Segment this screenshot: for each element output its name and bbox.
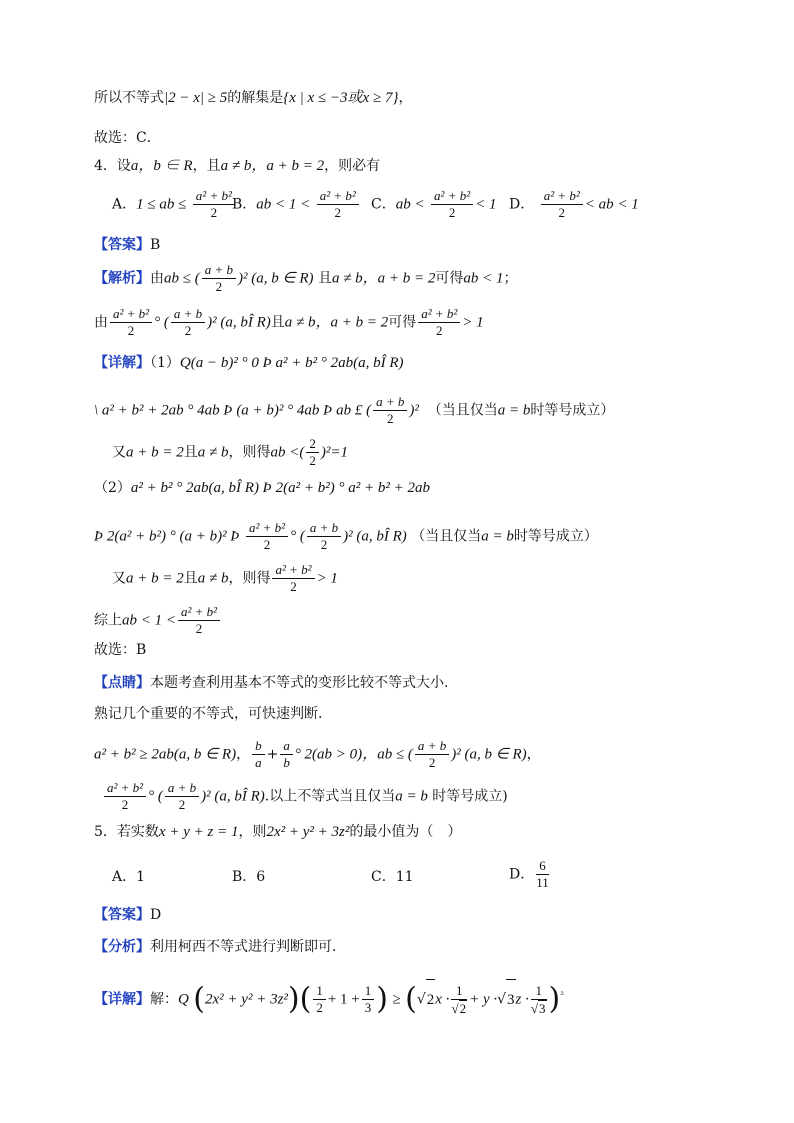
fraction: $\frac{\text{a² + b²}}{2}$ <box>317 188 359 221</box>
text: （1） <box>150 355 180 371</box>
q4-detail-4 <box>94 478 430 498</box>
q5-option-b <box>232 866 265 886</box>
math: Q <box>178 991 189 1008</box>
math: a ≠ b <box>197 570 229 587</box>
q4-answer <box>94 234 160 255</box>
label: B． <box>232 196 257 213</box>
fraction: $\frac{a}{b}$ <box>280 738 293 771</box>
text: 且 <box>183 570 198 587</box>
fraction: $\frac{a + b}{2}$ <box>165 780 199 813</box>
text: 的解集是 <box>227 90 284 106</box>
q4-detail-6 <box>112 562 338 595</box>
math: )² (a, b ∈ R) <box>238 270 314 287</box>
text: 由 <box>150 270 164 287</box>
fraction: $\frac{1}{2}$ <box>313 983 326 1016</box>
q4-option-d <box>509 188 639 221</box>
fraction: $\frac{\text{a² + b²}}{2}$ <box>272 562 314 595</box>
math: a，b ∈ R <box>130 158 193 174</box>
math: ° ( <box>148 788 163 805</box>
q4-analysis-1 <box>94 262 518 295</box>
math: |2 − x| ≥ 5 <box>164 90 228 106</box>
q5-option-c <box>371 866 414 886</box>
text: ； <box>503 270 518 287</box>
text: 的最小值为（ ） <box>349 824 462 840</box>
answer-tag: 【答案】 <box>94 236 150 252</box>
q4-detail-2 <box>94 394 614 427</box>
q5-option-d <box>509 858 551 891</box>
math: + y · <box>469 991 498 1008</box>
math: Þ 2(a² + b²) ° (a + b)² Þ <box>94 528 240 545</box>
answer-tag: 【答案】 <box>94 906 150 922</box>
fraction: $\frac{1}{√2}$ <box>451 982 467 1016</box>
math: 1 ≤ ab ≤ <box>136 196 187 213</box>
math: < ab < 1 <box>584 196 639 213</box>
math: > 1 <box>316 570 338 587</box>
math: a ≠ b，a + b = 2 <box>220 158 325 174</box>
text: 所以不等式 <box>94 90 164 106</box>
q4-detail-8 <box>94 640 146 660</box>
line-choose-c <box>94 128 161 148</box>
paren-open: ( <box>405 981 417 1017</box>
label: D． <box>509 866 535 883</box>
math: ab < 1 < <box>256 196 311 213</box>
exponent: ² <box>560 991 564 1001</box>
paren-close: ) <box>376 981 388 1017</box>
text: ，则必有 <box>324 158 381 174</box>
math: )² (a, bÎ R) <box>201 788 265 805</box>
fraction: $\frac{6}{11}$ <box>536 858 549 890</box>
q5-option-a <box>112 866 145 886</box>
text: （当且仅当 <box>411 528 482 545</box>
q4-option-c <box>371 188 497 221</box>
text: 可得 <box>388 314 417 331</box>
text: 时等号成立） <box>530 402 615 419</box>
math: ° ( <box>290 528 305 545</box>
math: )² (a, bÎ R) <box>343 528 407 545</box>
math: x + y + z = 1 <box>158 824 239 840</box>
detail-tag: 【详解】 <box>94 990 150 1007</box>
text: ， <box>398 90 413 106</box>
text: （2） <box>94 480 131 496</box>
math: a ≠ b，a + b = 2 <box>284 314 389 331</box>
text: 时等号成立） <box>513 528 598 545</box>
paren-open: ( <box>193 981 206 1017</box>
q5-detail: 【详解】解：Q (2x² + y² + 3z²)( $\frac{1}{2}$ + 1 + $\frac{1}{3}$ ) ≥ (√2x · $\frac{1}{√2}$ + y ·√3z · $\frac{1}{√3}$ )$^{^2}$ <box>94 976 564 1020</box>
analysis-tag: 【解析】 <box>94 269 150 286</box>
fraction: $\frac{\text{a² + b²}}{2}$ <box>178 604 220 637</box>
math: + 1 + <box>327 991 360 1008</box>
math: 2x² + y² + 3z² <box>205 991 288 1008</box>
math: Q(a − b)² ° 0 Þ a² + b² ° 2ab(a, bÎ R) <box>179 355 404 371</box>
q4-detail-1 <box>94 352 404 373</box>
q4-comment-3: a² + b² ≥ 2ab(a, b ∈ R)， $\frac{b}{a}$ + $\frac{a}{b}$ ° 2(ab > 0)，ab ≤ ( $\frac{a + b}{2}$ )² (a, b ∈ R)， <box>94 738 541 770</box>
answer-value: D <box>150 907 162 923</box>
text: 5．若实数 <box>94 824 159 840</box>
label: D． <box>509 196 535 213</box>
text: 利用柯西不等式进行判断即可． <box>150 939 346 955</box>
q4-option-a <box>112 188 237 221</box>
fraction: $\frac{\text{a² + b²}}{2}$ <box>104 780 146 813</box>
text: 本题考查利用基本不等式的变形比较不等式大小. <box>150 675 449 691</box>
q4-detail-3 <box>112 436 348 469</box>
text: C．11 <box>371 869 414 885</box>
math: ≥ <box>392 991 401 1008</box>
fraction: $\frac{2}{2}$ <box>306 436 319 469</box>
math: a ≠ b <box>197 444 229 461</box>
text: 4．设 <box>94 158 131 174</box>
text: ，则 <box>238 824 267 840</box>
label: A． <box>112 196 137 213</box>
text: 且 <box>183 444 198 461</box>
fraction: $\frac{\text{a² + b²}}{2}$ <box>541 188 583 221</box>
math: )²=1 <box>320 444 348 461</box>
math: )² <box>409 402 419 419</box>
text: ， <box>236 746 251 763</box>
fraction: $\frac{1}{√3}$ <box>530 982 546 1016</box>
math: ab ≤ ( <box>164 270 200 287</box>
math: a = b <box>481 528 514 545</box>
math: ab < 1 <box>463 270 504 287</box>
fraction: $\frac{1}{3}$ <box>362 983 375 1016</box>
q5-analysis <box>94 936 346 957</box>
text: 时等号成立) <box>432 788 508 805</box>
sqrt: 2 <box>426 979 436 1020</box>
sqrt: 3 <box>506 979 516 1020</box>
math: > 1 <box>462 314 484 331</box>
analysis-tag: 【分析】 <box>94 938 150 954</box>
text: B．6 <box>232 869 266 885</box>
fraction: $\frac{\text{a² + b²}}{2}$ <box>193 188 235 221</box>
answer-value: B <box>150 237 161 253</box>
text: ，则得 <box>228 444 271 461</box>
fraction: $\frac{a + b}{2}$ <box>171 306 205 339</box>
math: {x | x ≤ −3或x ≥ 7} <box>283 90 399 106</box>
math: ，ab ≤ ( <box>362 746 413 763</box>
math: a² + b² ≥ 2ab(a, b ∈ R) <box>94 746 237 763</box>
math: \ a² + b² + 2ab ° 4ab Þ (a + b)² ° 4ab Þ ab £ ( <box>94 402 372 419</box>
text: ，且 <box>192 158 221 174</box>
q4-detail-7 <box>94 604 222 637</box>
math: ab <( <box>270 444 305 461</box>
text: ， <box>526 746 541 763</box>
text: 综上 <box>94 612 122 629</box>
text: 且 <box>317 270 332 287</box>
fraction: $\frac{\text{a² + b²}}{2}$ <box>110 306 152 339</box>
math: )² (a, bÎ R) <box>207 314 271 331</box>
math: a + b = 2 <box>126 444 184 461</box>
math: a = b <box>395 788 428 805</box>
math: x · <box>435 991 450 1008</box>
q4-comment-2 <box>94 704 322 724</box>
q4-comment-4 <box>102 780 508 813</box>
math: 2x² + y² + 3z² <box>266 824 350 840</box>
math: ° ( <box>154 314 169 331</box>
comment-tag: 【点睛】 <box>94 674 150 690</box>
text: 可得 <box>435 270 464 287</box>
label: C． <box>371 196 396 213</box>
math: ab < <box>395 196 425 213</box>
math: ° 2(ab > 0) <box>294 746 363 763</box>
math: < 1 <box>475 196 497 213</box>
math: a + b = 2 <box>126 570 184 587</box>
fraction: $\frac{b}{a}$ <box>252 738 265 771</box>
paren-close: ) <box>548 981 561 1017</box>
q4-detail-5 <box>94 520 598 553</box>
text: A．1 <box>112 869 146 885</box>
q4-analysis-2 <box>94 306 484 339</box>
q4-stem <box>94 156 380 176</box>
fraction: $\frac{a + b}{2}$ <box>202 262 236 295</box>
q5-answer <box>94 904 161 925</box>
fraction: $\frac{\text{a² + b²}}{2}$ <box>246 520 288 553</box>
text: 熟记几个重要的不等式，可快速判断. <box>94 706 323 722</box>
text: .以上不等式当且仅当 <box>264 788 396 805</box>
math: a² + b² ° 2ab(a, bÎ R) Þ 2(a² + b²) ° a² + b² + 2ab <box>130 480 430 496</box>
detail-tag: 【详解】 <box>94 354 150 370</box>
text: 故选：B <box>94 642 147 658</box>
fraction: $\frac{a + b}{2}$ <box>415 738 449 771</box>
math: ab < 1 < <box>122 612 176 629</box>
text: 且 <box>270 314 285 331</box>
math: z · <box>515 991 529 1008</box>
math: )² (a, b ∈ R) <box>451 746 527 763</box>
text: 故选：C． <box>94 130 161 146</box>
math: a = b <box>497 402 531 419</box>
text: 解： <box>150 991 178 1008</box>
q5-stem <box>94 822 461 842</box>
text: 又 <box>112 444 126 461</box>
text: 由 <box>94 314 108 331</box>
fraction: $\frac{\text{a² + b²}}{2}$ <box>431 188 473 221</box>
text: ，则得 <box>228 570 271 587</box>
text: （当且仅当 <box>427 402 498 419</box>
text: 又 <box>112 570 126 587</box>
fraction: $\frac{a + b}{2}$ <box>373 394 407 427</box>
q4-comment <box>94 672 448 693</box>
q4-option-b <box>232 188 361 221</box>
math: a ≠ b，a + b = 2 <box>331 270 436 287</box>
paren-open: ( <box>299 981 312 1017</box>
line-solution-set <box>94 88 412 108</box>
fraction: $\frac{\text{a² + b²}}{2}$ <box>418 306 460 339</box>
paren-close: ) <box>287 981 300 1017</box>
fraction: $\frac{a + b}{2}$ <box>307 520 341 553</box>
